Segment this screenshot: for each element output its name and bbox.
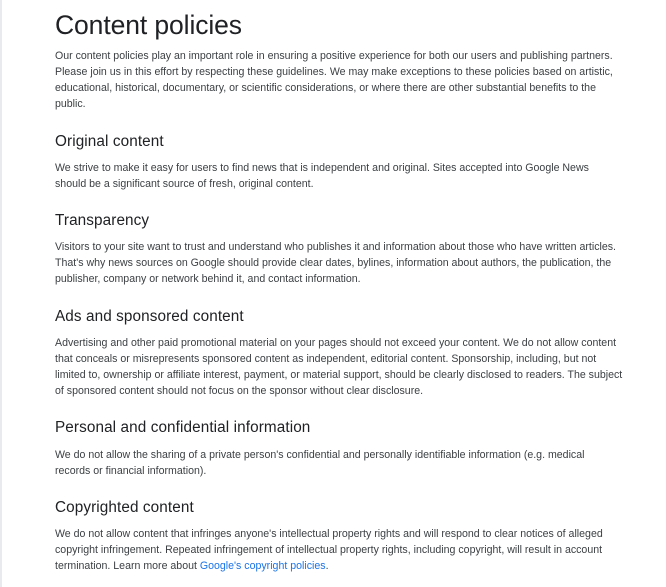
section-heading-ads-sponsored: Ads and sponsored content — [55, 308, 244, 325]
section-body-ads-sponsored: Advertising and other paid promotional material on your pages should not exceed your content. We do not allow content that conceals or misrepresents sponsored content as independent, editorial content. Sponsorship, including, but not limited to, ownership or affiliate interest, payment, or material support, should be clearly disclosed to readers. The subject of sponsored content should not focus on the sponsor without clear disclosure. — [55, 337, 623, 397]
section-body-transparency: Visitors to your site want to trust and understand who publishes it and information about those who have written articles. That's why news sources on Google should provide clear dates, bylines, information about authors, the publication, the publisher, company or network behind it, and contact information. — [55, 241, 616, 285]
section-heading-copyrighted-content: Copyrighted content — [55, 499, 194, 516]
page-left-border — [0, 0, 2, 587]
copyright-body-end: . — [325, 560, 329, 572]
section-heading-transparency: Transparency — [55, 212, 150, 229]
page-title: Content policies — [55, 10, 242, 40]
copyright-body-text: We do not allow content that infringes anyone's intellectual property rights and will respond to clear notices of alleged copyright infringement. Repeated infringement of intellectual property rights, including copyright, will result in account termination. Learn more about — [55, 528, 603, 572]
section-body-original-content: We strive to make it easy for users to find news that is independent and original. Sites accepted into Google News should be a significant source of fresh, original content. — [55, 162, 589, 190]
section-body-personal-info: We do not allow the sharing of a private person's confidential and personally identifiable information (e.g. medical records or financial information). — [55, 449, 585, 477]
section-heading-personal-info: Personal and confidential information — [55, 419, 311, 436]
intro-paragraph: Our content policies play an important role in ensuring a positive experience for both our users and publishing partners. Please join us in this effort by respecting these guidelines. We may make exceptions to these policies based on artistic, educational, historical, documentary, or scientific considerations, or where there are other substantial benefits to the public. — [55, 50, 613, 110]
section-heading-original-content: Original content — [55, 133, 164, 150]
copyright-policies-link[interactable]: Google's copyright policies — [199, 560, 326, 572]
section-body-copyrighted-content — [55, 526, 621, 574]
